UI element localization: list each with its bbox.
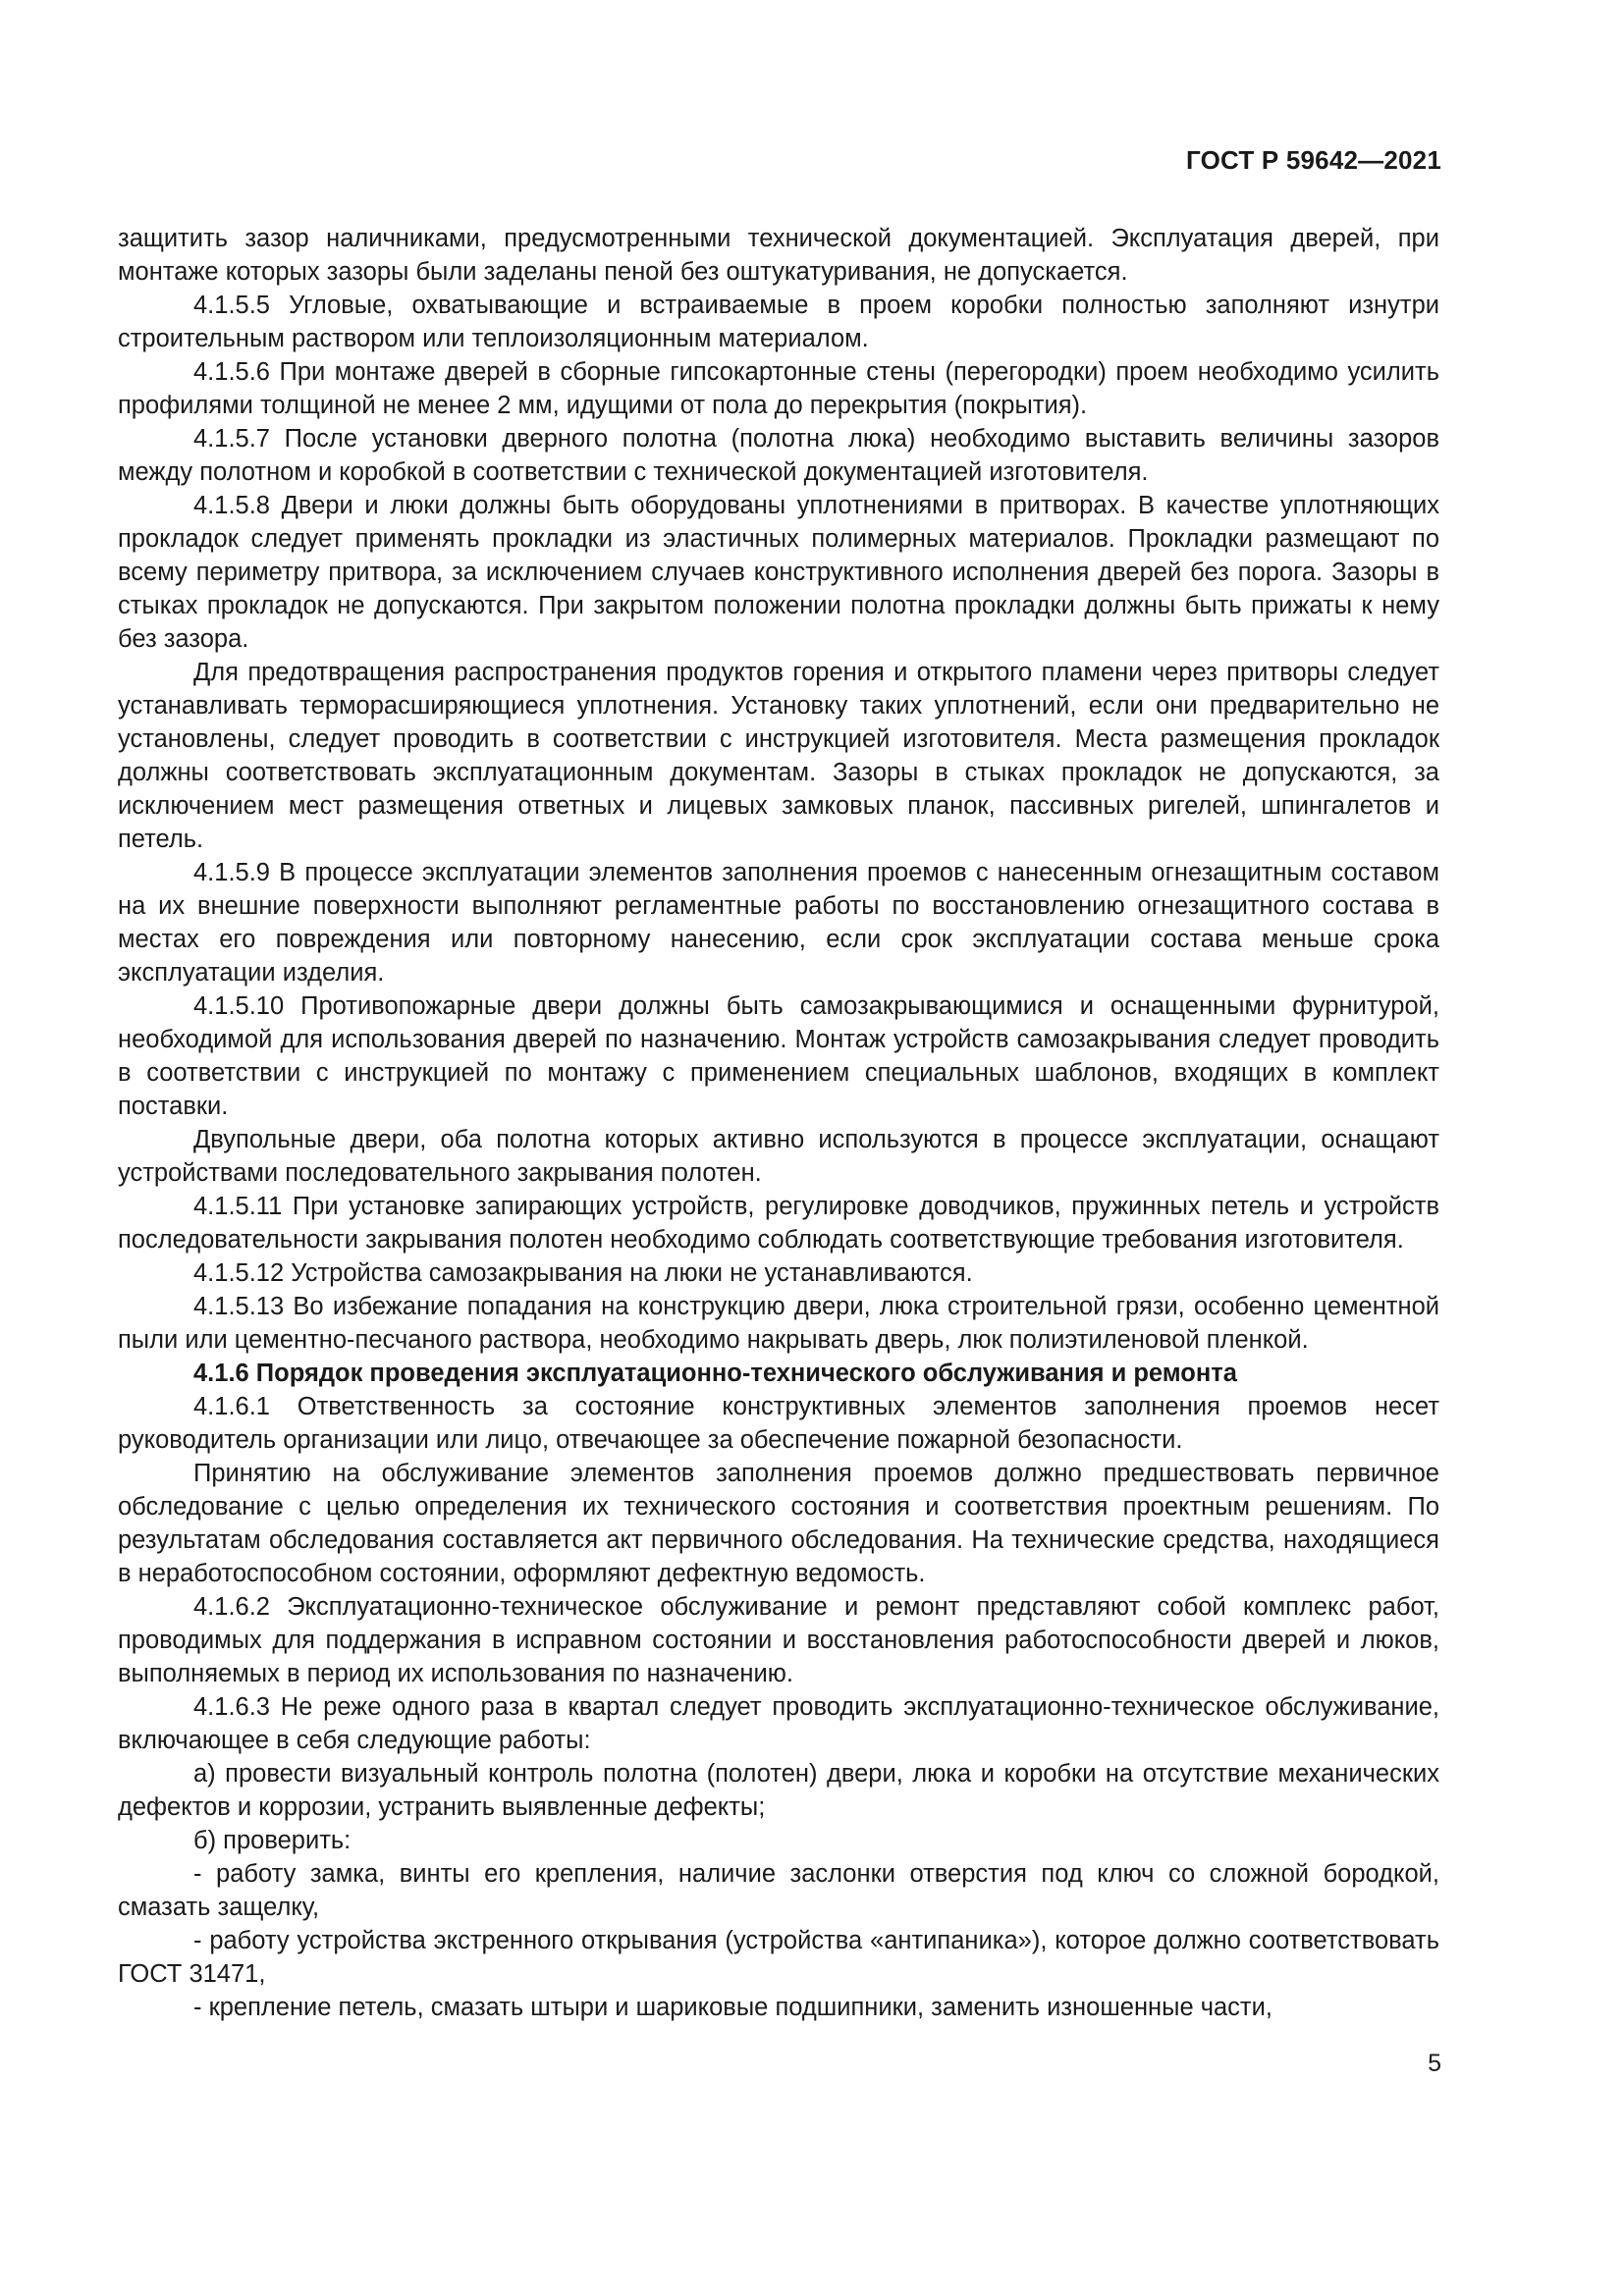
- document-body: [118, 222, 1439, 2024]
- paragraph: 4.1.5.11 При установке запирающих устройств, регулировке доводчиков, пружинных петель и устройств последовательности закрывания полотен необходимо соблюдать соответствующие требования изготовителя.: [118, 1193, 1439, 1254]
- paragraph: 4.1.5.7 После установки дверного полотна (полотна люка) необходимо выставить величины зазоров между полотном и коробкой в соответствии с технической документацией изготовителя.: [118, 425, 1439, 486]
- list-item: - работу замка, винты его крепления, наличие заслонки отверстия под ключ со сложной бородкой, смазать защелку,: [118, 1860, 1439, 1921]
- paragraph: 4.1.5.12 Устройства самозакрывания на люки не устанавливаются.: [193, 1259, 973, 1287]
- paragraph: 4.1.5.13 Во избежание попадания на конструкцию двери, люка строительной грязи, особенно цементной пыли или цементно-песчаного раствора, необходимо накрывать дверь, люк полиэтиленовой пленкой.: [118, 1293, 1439, 1354]
- paragraph: защитить зазор наличниками, предусмотренными технической документацией. Эксплуатация дверей, при монтаже которых зазоры были заделаны пеной без оштукатуривания, не допускается.: [118, 225, 1439, 286]
- paragraph: 4.1.5.5 Угловые, охватывающие и встраиваемые в проем коробки полностью заполняют изнутри строительным раствором или теплоизоляционным материалом.: [118, 292, 1439, 352]
- document-code-header: ГОСТ Р 59642—2021: [1186, 145, 1441, 175]
- paragraph: Двупольные двери, оба полотна которых активно используются в процессе эксплуатации, оснащают устройствами последовательного закрывания полотен.: [118, 1126, 1439, 1187]
- list-item: - крепление петель, смазать штыри и шариковые подшипники, заменить изношенные части,: [193, 1994, 1272, 2021]
- paragraph: 4.1.6.3 Не реже одного раза в квартал следует проводить эксплуатационно-техническое обслуживание, включающее в себя следующие работы:: [118, 1693, 1439, 1754]
- paragraph: 4.1.6.1 Ответственность за состояние конструктивных элементов заполнения проемов несет руководитель организации или лицо, отвечающее за обеспечение пожарной безопасности.: [118, 1393, 1439, 1454]
- paragraph: Для предотвращения распространения продуктов горения и открытого пламени через притворы следует устанавливать терморасширяющиеся уплотнения. Установку таких уплотнений, если они предварительно не установлены, следует проводить в соответствии с инструкцией изготовителя. Места размещения прокладок должны соответствовать эксплуатационным документам. Зазоры в стыках прокладок не допускаются, за исключением мест размещения ответных и лицевых замковых планок, пассивных ригелей, шпингалетов и петель.: [118, 659, 1439, 853]
- paragraph: Принятию на обслуживание элементов заполнения проемов должно предшествовать первичное обследование с целью определения их технического состояния и соответствия проектным решениям. По результатам обследования составляется акт первичного обследования. На технические средства, находящиеся в неработоспособном состоянии, оформляют дефектную ведомость.: [118, 1460, 1439, 1587]
- paragraph: 4.1.5.8 Двери и люки должны быть оборудованы уплотнениями в притворах. В качестве уплотняющих прокладок следует применять прокладки из эластичных полимерных материалов. Прокладки размещают по всему периметру притвора, за исключением случаев конструктивного исполнения дверей без порога. Зазоры в стыках прокладок не допускаются. При закрытом положении полотна прокладки должны быть прижаты к нему без зазора.: [118, 492, 1439, 653]
- list-item: а) провести визуальный контроль полотна (полотен) двери, люка и коробки на отсутствие механических дефектов и коррозии, устранить выявленные дефекты;: [118, 1760, 1439, 1821]
- list-item: - работу устройства экстренного открывания (устройства «антипаника»), которое должно соответствовать ГОСТ 31471,: [118, 1927, 1439, 1988]
- paragraph: 4.1.6.2 Эксплуатационно-техническое обслуживание и ремонт представляют собой комплекс работ, проводимых для поддержания в исправном состоянии и восстановления работоспособности дверей и люков, выполняемых в период их использования по назначению.: [118, 1593, 1439, 1687]
- page-number: 5: [1428, 2050, 1441, 2077]
- section-heading: 4.1.6 Порядок проведения эксплуатационно-технического обслуживания и ремонта: [193, 1360, 1237, 1387]
- paragraph: 4.1.5.6 При монтаже дверей в сборные гипсокартонные стены (перегородки) проем необходимо усилить профилями толщиной не менее 2 мм, идущими от пола до перекрытия (покрытия).: [118, 358, 1439, 419]
- paragraph: 4.1.5.10 Противопожарные двери должны быть самозакрывающимися и оснащенными фурнитурой, необходимой для использования дверей по назначению. Монтаж устройств самозакрывания следует проводить в соответствии с инструкцией по монтажу с применением специальных шаблонов, входящих в комплект поставки.: [118, 992, 1439, 1120]
- paragraph: 4.1.5.9 В процессе эксплуатации элементов заполнения проемов с нанесенным огнезащитным составом на их внешние поверхности выполняют регламентные работы по восстановлению огнезащитного состава в местах его повреждения или повторному нанесению, если срок эксплуатации состава меньше срока эксплуатации изделия.: [118, 859, 1439, 987]
- list-item: б) проверить:: [193, 1827, 352, 1854]
